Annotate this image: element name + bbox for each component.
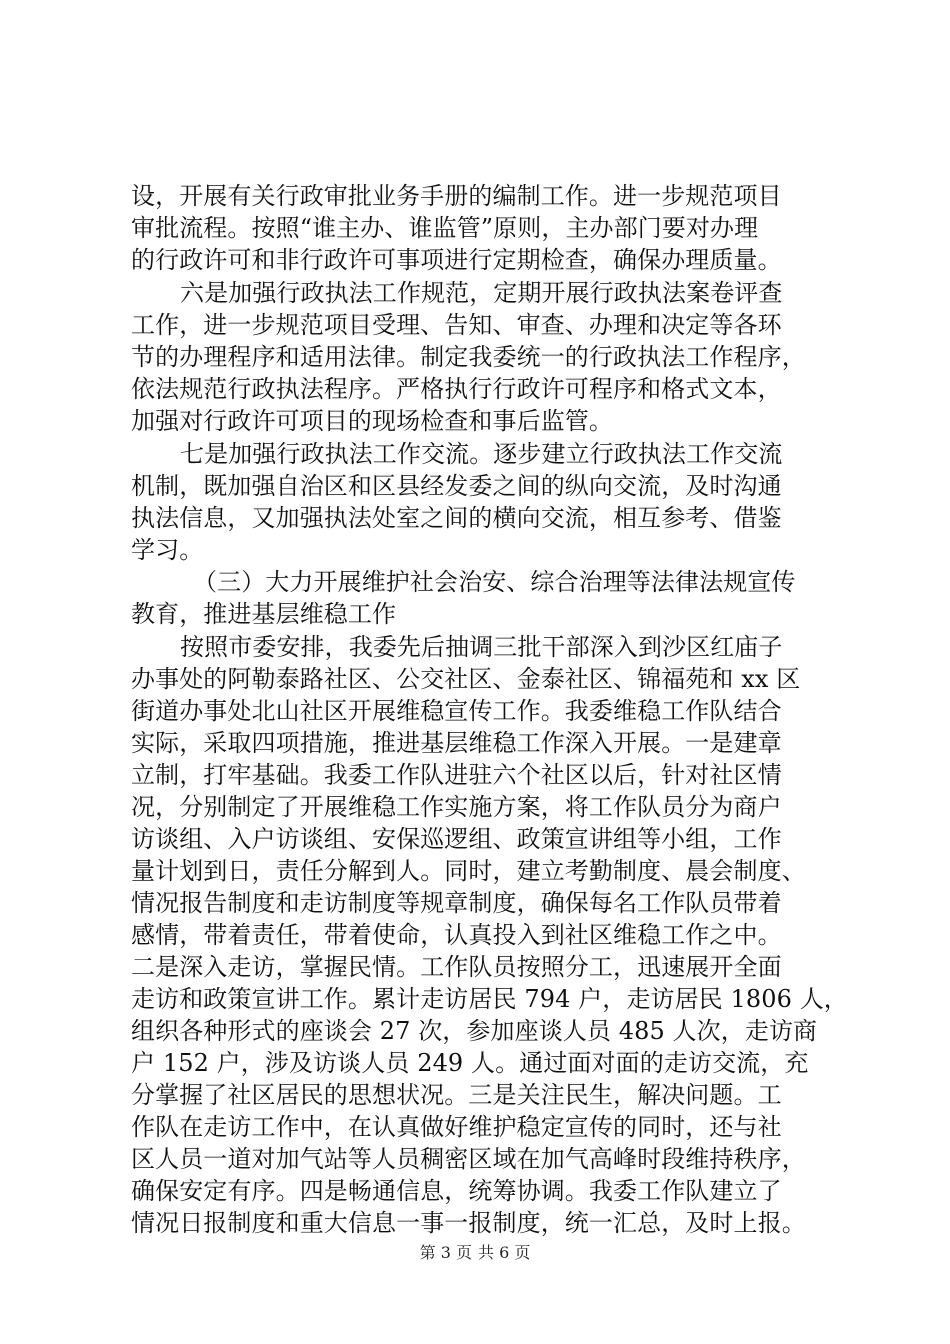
text-line: 机制，既加强自治区和区县经发委之间的纵向交流，及时沟通 bbox=[131, 472, 782, 500]
text-line: 实际，采取四项措施，推进基层维稳工作深入开展。一是建章 bbox=[131, 729, 782, 757]
text-line: 组织各种形式的座谈会 27 次，参加座谈人员 485 人次，走访商 bbox=[131, 1017, 818, 1045]
text-line: 户 152 户，涉及访谈人员 249 人。通过面对面的走访交流，充 bbox=[131, 1049, 809, 1077]
text-line: 审批流程。按照“谁主办、谁监管”原则，主办部门要对办理 bbox=[131, 214, 759, 242]
total-pages: 共 6 页 bbox=[478, 1243, 531, 1262]
text-line: 依法规范行政执法程序。严格执行行政许可程序和格式文本， bbox=[131, 375, 782, 403]
text-line: 量计划到日，责任分解到人。同时，建立考勤制度、晨会制度、 bbox=[131, 857, 806, 885]
text-line: 二是深入走访，掌握民情。工作队员按照分工，迅速展开全面 bbox=[131, 953, 782, 981]
text-line: 感情，带着责任，带着使命，认真投入到社区维稳工作之中。 bbox=[131, 921, 782, 949]
text-line: 区人员一道对加气站等人员稠密区域在加气高峰时段维持秩序， bbox=[131, 1145, 806, 1173]
text-line: 办事处的阿勒泰路社区、公交社区、金泰社区、锦福苑和 xx 区 bbox=[131, 665, 801, 693]
text-line: 设，开展有关行政审批业务手册的编制工作。进一步规范项目 bbox=[131, 182, 782, 210]
paragraph-start-line: 按照市委安排，我委先后抽调三批干部深入到沙区红庙子 bbox=[180, 633, 783, 661]
text-line: 访谈组、入户访谈组、安保巡逻组、政策宣讲组等小组，工作 bbox=[131, 825, 782, 853]
text-line: 确保安定有序。四是畅通信息，统筹协调。我委工作队建立了 bbox=[131, 1177, 782, 1205]
text-line: 街道办事处北山社区开展维稳宣传工作。我委维稳工作队结合 bbox=[131, 697, 782, 725]
section-heading-line: 教育，推进基层维稳工作 bbox=[131, 600, 397, 628]
text-line: 况，分别制定了开展维稳工作实施方案，将工作队员分为商户 bbox=[131, 793, 782, 821]
text-line: 立制，打牢基础。我委工作队进驻六个社区以后，针对社区情 bbox=[131, 761, 782, 789]
text-line: 分掌握了社区居民的思想状况。三是关注民生，解决问题。工 bbox=[131, 1081, 782, 1109]
section-heading-line: （三）大力开展维护社会治安、综合治理等法律法规宣传 bbox=[193, 568, 796, 596]
text-line: 节的办理程序和适用法律。制定我委统一的行政执法工作程序， bbox=[131, 343, 806, 371]
text-line: 加强对行政许可项目的现场检查和事后监管。 bbox=[131, 407, 613, 435]
text-line: 作队在走访工作中，在认真做好维护稳定宣传的同时，还与社 bbox=[131, 1113, 782, 1141]
page-footer bbox=[0, 1242, 950, 1264]
text-line: 学习。 bbox=[131, 536, 204, 564]
paragraph-start-line: 七是加强行政执法工作交流。逐步建立行政执法工作交流 bbox=[180, 440, 783, 468]
paragraph-start-line: 六是加强行政执法工作规范，定期开展行政执法案卷评查 bbox=[180, 279, 783, 307]
text-line: 走访和政策宣讲工作。累计走访居民 794 户，走访居民 1806 人， bbox=[131, 985, 848, 1013]
text-line: 情况报告制度和走访制度等规章制度，确保每名工作队员带着 bbox=[131, 889, 782, 917]
text-line: 情况日报制度和重大信息一事一报制度，统一汇总，及时上报。 bbox=[131, 1209, 806, 1237]
page-number: 第 3 页 bbox=[419, 1243, 472, 1262]
text-line: 的行政许可和非行政许可事项进行定期检查，确保办理质量。 bbox=[131, 246, 782, 274]
text-line: 执法信息，又加强执法处室之间的横向交流，相互参考、借鉴 bbox=[131, 504, 782, 532]
text-line: 工作，进一步规范项目受理、告知、审查、办理和决定等各环 bbox=[131, 311, 782, 339]
